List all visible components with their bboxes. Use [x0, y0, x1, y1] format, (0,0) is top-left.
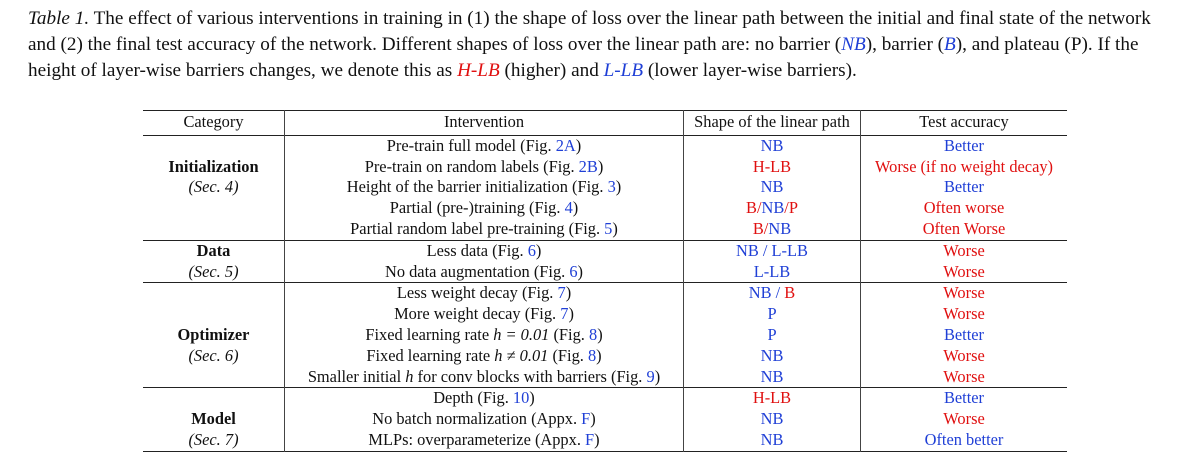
intervention-text: ): [535, 240, 542, 260]
table-group: [143, 388, 1067, 451]
shape-cell: [684, 198, 861, 219]
intervention-text: ): [568, 304, 574, 324]
accuracy-value: Worse: [943, 366, 985, 386]
intervention-cell: [285, 409, 684, 430]
shape-cell: [684, 325, 861, 346]
table-row: [143, 283, 1067, 304]
category-section: (Sec. 5): [188, 261, 239, 281]
shape-cell: [684, 388, 861, 409]
intervention-cell: [285, 283, 684, 304]
category-section: (Sec. 7): [188, 429, 239, 449]
intervention-text: Less data (Fig.: [426, 240, 528, 260]
intervention-text: Depth (Fig.: [433, 388, 513, 408]
category-empty: [143, 283, 285, 304]
shape-value: H-LB: [752, 156, 792, 176]
intervention-text: Height of the barrier initialization (Fig.: [346, 177, 608, 197]
category-name: Initialization: [168, 156, 259, 176]
accuracy-value: Better: [943, 324, 985, 344]
header-accuracy: Test accuracy: [919, 112, 1009, 131]
category-name: Model: [191, 409, 236, 429]
accuracy-cell: [861, 198, 1068, 219]
figure-ref: 9: [646, 366, 655, 386]
accuracy-value: Better: [943, 388, 985, 408]
accuracy-cell: [861, 240, 1068, 261]
accuracy-value: Worse: [943, 240, 985, 260]
shape-value: NB: [748, 283, 772, 303]
table-row: [143, 409, 1067, 430]
intervention-cell: [285, 430, 684, 451]
accuracy-cell: [861, 157, 1068, 178]
shape-cell: [684, 346, 861, 367]
intervention-text: ): [596, 345, 602, 365]
intervention-cell: [285, 262, 684, 283]
intervention-text: Pre-train on random labels (Fig.: [364, 156, 579, 176]
table-row: [143, 198, 1067, 219]
accuracy-value: Often Worse: [922, 218, 1006, 238]
header-row: [143, 111, 1067, 136]
math-term: h = 0.01: [493, 324, 550, 344]
caption-text: The effect of various interventions in training in (1) the shape of loss over the linear path between the initial and final state of the network and (2) the final test accuracy of the network. Different shapes of loss over the linear path are: no barrier (: [28, 8, 1151, 55]
shape-value: P: [767, 324, 777, 344]
shape-value: P: [788, 198, 798, 218]
accuracy-cell: [861, 283, 1068, 304]
shape-cell: [684, 304, 861, 325]
shape-value: NB / L-LB: [736, 240, 808, 260]
shape-value: L-LB: [753, 261, 791, 281]
intervention-cell: [285, 304, 684, 325]
shape-value: NB: [760, 135, 784, 155]
shape-value: NB: [768, 218, 792, 238]
intervention-cell: [285, 198, 684, 219]
intervention-text: ): [597, 324, 603, 344]
table-row: [143, 157, 1067, 178]
caption-b: B: [944, 34, 956, 55]
intervention-text: Smaller initial: [307, 366, 406, 386]
math-term: h: [405, 366, 414, 386]
shape-cell: [684, 430, 861, 451]
figure-ref: 8: [587, 345, 597, 365]
intervention-text: ): [597, 156, 604, 176]
figure-ref: 6: [527, 240, 536, 260]
intervention-cell: [285, 177, 684, 198]
intervention-text: Partial (pre-)training (Fig.: [389, 198, 565, 218]
table-row: [143, 219, 1067, 240]
category-section: (Sec. 6): [188, 345, 239, 365]
header-category: Category: [183, 112, 244, 131]
intervention-text: More weight decay (Fig.: [394, 304, 561, 324]
caption-nb: NB: [841, 34, 866, 55]
intervention-text: No batch normalization (Appx.: [372, 409, 582, 429]
caption-text: ), barrier (: [865, 34, 945, 55]
shape-value: NB: [760, 345, 784, 365]
caption-text: (higher) and: [499, 60, 604, 81]
intervention-text: ): [594, 429, 600, 449]
interventions-table: [143, 110, 1067, 452]
shape-cell: [684, 240, 861, 261]
table-row: [143, 325, 1067, 346]
shape-cell: [684, 283, 861, 304]
accuracy-cell: [861, 135, 1068, 156]
intervention-text: ): [615, 177, 622, 197]
table-caption: [28, 6, 1178, 84]
accuracy-cell: [861, 262, 1068, 283]
accuracy-value: Better: [943, 135, 985, 155]
accuracy-value: Worse: [943, 283, 985, 303]
figure-ref: 3: [607, 177, 616, 197]
shape-value: B: [752, 218, 764, 238]
figure-ref: 2B: [578, 156, 598, 176]
table-group: [143, 135, 1067, 240]
table-row: [143, 346, 1067, 367]
shape-value: NB: [760, 366, 784, 386]
intervention-text: ): [577, 261, 584, 281]
math-term: h ≠ 0.01: [494, 345, 549, 365]
intervention-text: ): [612, 218, 618, 238]
intervention-text: ): [654, 366, 661, 386]
figure-ref: 2A: [555, 135, 576, 155]
intervention-cell: [285, 367, 684, 388]
intervention-cell: [285, 325, 684, 346]
figure-ref: 5: [604, 218, 613, 238]
accuracy-value: Often worse: [923, 198, 1005, 218]
category-name: Data: [196, 240, 231, 260]
category-empty: [143, 219, 285, 240]
accuracy-value: Better: [943, 177, 985, 197]
header-intervention: Intervention: [285, 111, 684, 136]
intervention-cell: [285, 240, 684, 261]
shape-value: NB: [760, 429, 784, 449]
intervention-text: (Fig.: [549, 324, 589, 344]
category-empty: [143, 304, 285, 325]
category-section: (Sec. 4): [188, 177, 239, 197]
intervention-cell: [285, 157, 684, 178]
accuracy-cell: [861, 325, 1068, 346]
figure-ref: 10: [512, 388, 530, 408]
figure-ref: 6: [569, 261, 578, 281]
intervention-text: ): [565, 283, 572, 303]
accuracy-cell: [861, 346, 1068, 367]
shape-value: B: [784, 283, 796, 303]
table-row: [143, 135, 1067, 156]
intervention-text: Fixed learning rate: [365, 324, 494, 344]
figure-ref: 7: [560, 304, 569, 324]
accuracy-cell: [861, 367, 1068, 388]
category-empty: [143, 198, 285, 219]
shape-separator: /: [756, 198, 762, 218]
figure-ref: 8: [589, 324, 598, 344]
intervention-cell: [285, 346, 684, 367]
accuracy-cell: [861, 430, 1068, 451]
shape-cell: [684, 135, 861, 156]
caption-text: (lower layer-wise barriers).: [643, 60, 857, 81]
table-group: [143, 240, 1067, 283]
shape-value: NB: [761, 198, 785, 218]
shape-value: NB: [760, 177, 784, 197]
category-empty: [143, 135, 285, 156]
intervention-cell: [285, 135, 684, 156]
shape-cell: [684, 177, 861, 198]
intervention-cell: [285, 219, 684, 240]
table-row: [143, 430, 1067, 451]
accuracy-cell: [861, 177, 1068, 198]
intervention-text: Pre-train full model (Fig.: [386, 135, 556, 155]
table-row: [143, 388, 1067, 409]
intervention-cell: [285, 388, 684, 409]
table-row: [143, 304, 1067, 325]
header-shape: Shape of the linear path: [684, 111, 861, 136]
intervention-text: Partial random label pre-training (Fig.: [350, 218, 605, 238]
figure-ref: F: [581, 409, 591, 429]
intervention-text: Less weight decay (Fig.: [396, 283, 558, 303]
shape-cell: [684, 157, 861, 178]
figure-ref: 7: [557, 283, 566, 303]
accuracy-value: Worse: [943, 261, 985, 281]
shape-cell: [684, 409, 861, 430]
category-empty: [143, 388, 285, 409]
shape-separator: /: [763, 218, 769, 238]
table-row: [143, 240, 1067, 261]
shape-value: NB: [760, 409, 784, 429]
accuracy-cell: [861, 219, 1068, 240]
table-row: [143, 262, 1067, 283]
intervention-text: (Fig.: [548, 345, 588, 365]
shape-value: H-LB: [752, 388, 792, 408]
figure-ref: 4: [564, 198, 573, 218]
intervention-text: ): [575, 135, 582, 155]
caption-hlb: H-LB: [457, 60, 500, 81]
category-name: Optimizer: [177, 324, 250, 344]
caption-llb: L-LB: [603, 60, 644, 81]
shape-separator: /: [784, 198, 789, 218]
accuracy-value: Often better: [924, 429, 1004, 449]
shape-cell: [684, 262, 861, 283]
shape-cell: [684, 367, 861, 388]
accuracy-value: Worse (if no weight decay): [875, 156, 1053, 176]
caption-label: Table 1.: [28, 8, 90, 29]
intervention-text: ): [572, 198, 579, 218]
intervention-text: ): [529, 388, 535, 408]
accuracy-value: Worse: [943, 345, 985, 365]
shape-separator: /: [771, 283, 785, 303]
accuracy-cell: [861, 388, 1068, 409]
shape-value: P: [767, 304, 777, 324]
figure-ref: F: [585, 429, 595, 449]
intervention-text: Fixed learning rate: [366, 345, 495, 365]
shape-value: B: [746, 198, 757, 218]
accuracy-cell: [861, 409, 1068, 430]
caption-text: ), and plateau (P). If the height of layer-wise barriers changes, we denote this as: [28, 34, 1139, 81]
intervention-text: ): [590, 409, 596, 429]
shape-cell: [684, 219, 861, 240]
table-row: [143, 177, 1067, 198]
table-group: [143, 283, 1067, 388]
accuracy-value: Worse: [943, 304, 985, 324]
accuracy-value: Worse: [943, 409, 985, 429]
intervention-text: MLPs: overparameterize (Appx.: [368, 429, 586, 449]
intervention-text: No data augmentation (Fig.: [384, 261, 570, 281]
intervention-text: for conv blocks with barriers (Fig.: [413, 366, 647, 386]
table-row: [143, 367, 1067, 388]
accuracy-cell: [861, 304, 1068, 325]
category-empty: [143, 367, 285, 388]
